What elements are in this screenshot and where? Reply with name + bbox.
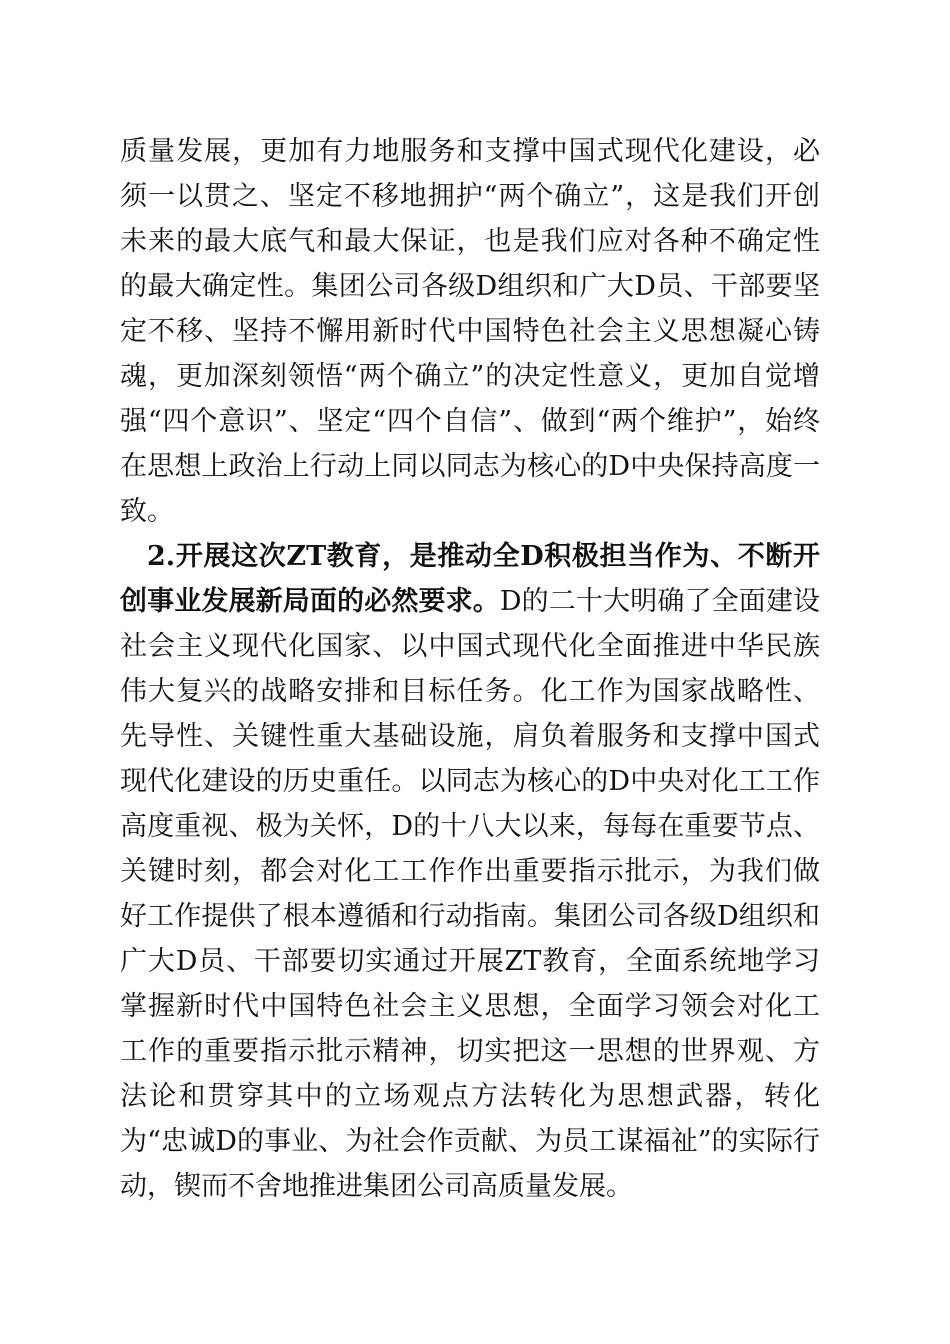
paragraph-continuation: 质量发展，更加有力地服务和支撑中国式现代化建设，必须一以贯之、坚定不移地拥护“两个确立”，这是我们开创未来的最大底气和最大保证，也是我们应对各种不确定性的最大确定性。集团公司各级D组织和广大D员、干部要坚定不移、坚持不懈用新时代中国特色社会主义思想凝心铸魂，更加深刻领悟“两个确立”的决定性意义，更加自觉增强“四个意识”、坚定“四个自信”、做到“两个维护”，始终在思想上政治上行动上同以同志为核心的D中央保持高度一致。 bbox=[120, 136, 820, 527]
paragraph-section-2 bbox=[120, 534, 820, 1209]
section-body-2: D的二十大明确了全面建设社会主义现代化国家、以中国式现代化全面推进中华民族伟大复兴的战略安排和目标任务。化工作为国家战略性、先导性、关键性重大基础设施，肩负着服务和支撑中国式现代化建设的历史重任。以同志为核心的D中央对化工工作高度重视、极为关怀，D的十八大以来，每每在重要节点、关键时刻，都会对化工工作作出重要指示批示，为我们做好工作提供了根本遵循和行动指南。集团公司各级D组织和广大D员、干部要切实通过开展ZT教育，全面系统地学习掌握新时代中国特色社会主义思想，全面学习领会对化工工作的重要指示批示精神，切实把这一思想的世界观、方法论和贯穿其中的立场观点方法转化为思想武器，转化为“忠诚D的事业、为社会作贡献、为员工谋福祉”的实际行动，锲而不舍地推进集团公司高质量发展。 bbox=[120, 586, 820, 1202]
document-body bbox=[120, 129, 820, 1209]
section-heading-2: 2.开展这次ZT教育，是推动全D积极担当作为、不断开创事业发展新局面的必然要求。 bbox=[120, 541, 820, 617]
